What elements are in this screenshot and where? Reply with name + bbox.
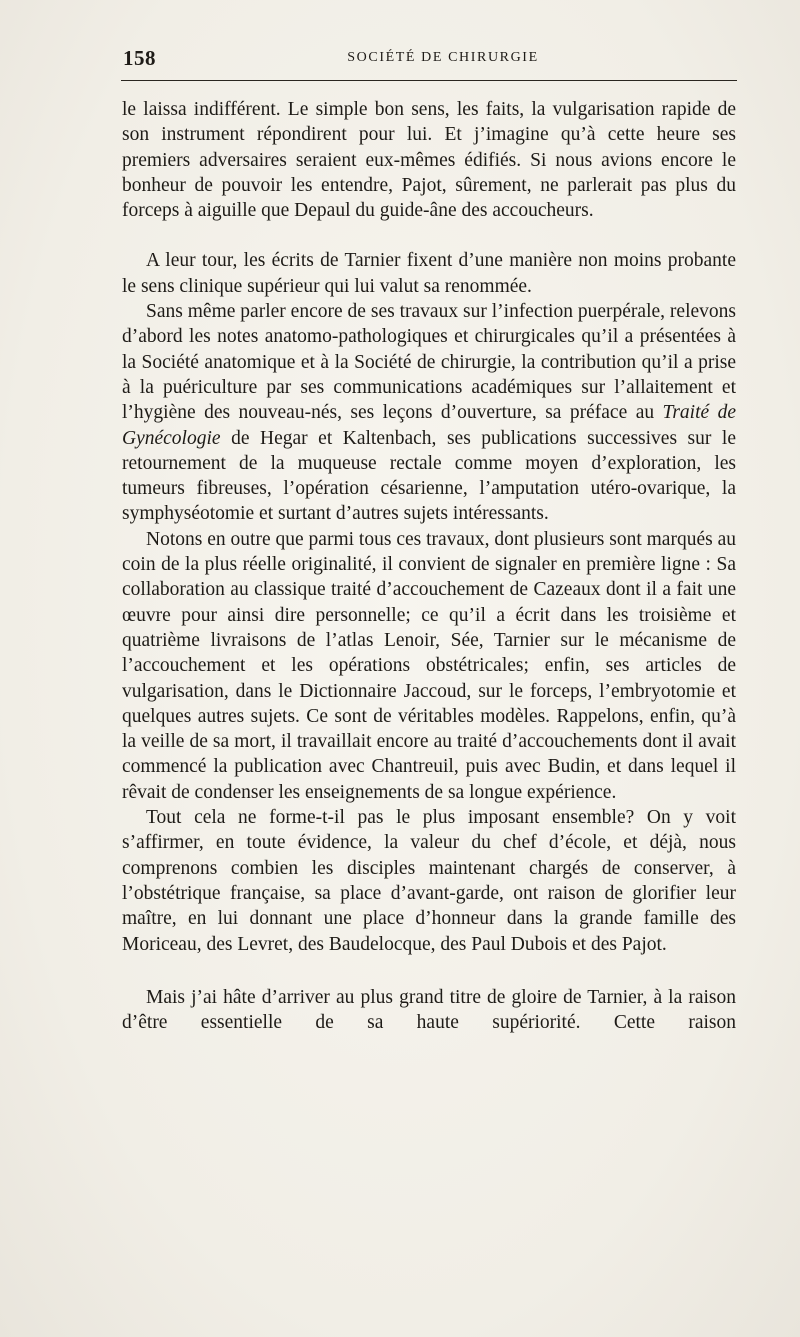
paragraph-spacer: [122, 223, 736, 248]
paragraph-3-text-before: Sans même parler encore de ses travaux sur l’infection puerpérale, relevons d’abord les notes anatomo-pathologiques et chirurgicales qu’il a présentées à la Société anatomique et à la Société de chirurgie, la contribution qu’il a prise à la puériculture par ses communications académiques sur l’allaitement et l’hygiène des nouveau-nés, ses leçons d’ouverture, sa préface au: [122, 301, 736, 424]
paragraph-2: A leur tour, les écrits de Tarnier fixent d’une manière non moins probante le sens clinique supérieur qui lui valut sa renommée.: [122, 250, 736, 297]
paragraph-4: Notons en outre que parmi tous ces travaux, dont plusieurs sont marqués au coin de la plus réelle originalité, il convient de signaler en première ligne : Sa collaboration au classique traité d’accouchement de Cazeaux dont il a fait une œuvre pour ainsi dire personnelle; ce qu’il a écrit dans les troisième et quatrième livraisons de l’atlas Lenoir, Sée, Tarnier sur le mécanisme de l’accouchement et les opérations obstétricales; enfin, ses articles de vulgarisation, dans le Dictionnaire Jaccoud, sur le forceps, l’embryotomie et quelques autres sujets. Ce sont de véritables modèles. Rappelons, enfin, qu’à la veille de sa mort, il travaillait encore au traité d’accouchements dont il avait commencé la publication avec Chantreuil, puis avec Budin, et dans lequel il rêvait de condenser les enseignements de sa longue expérience.: [122, 528, 736, 803]
paragraph-1: le laissa indifférent. Le simple bon sens, les faits, la vulgarisation rapide de son instrument répondirent pour lui. Et j’imagine qu’à cette heure ses premiers adversaires seraient eux-mêmes édifiés. Si nous avions encore le bonheur de pouvoir les entendre, Pajot, sûrement, ne parlerait pas plus du forceps à aiguille que Depaul du guide-âne des accoucheurs.: [122, 99, 736, 222]
page-header: [118, 40, 738, 74]
paragraph-3: [122, 299, 736, 527]
paragraph-6: Mais j’ai hâte d’arriver au plus grand titre de gloire de Tarnier, à la raison d’être essentielle de sa haute supériorité. Cette raison: [122, 986, 736, 1034]
body-text: [122, 97, 736, 1035]
paragraph-5: Tout cela ne forme-t-il pas le plus imposant ensemble? On y voit s’affirmer, en toute évidence, la valeur du chef d’école, et déjà, nous comprenons combien les disciples maintenant chargés de conserver, à l’obstétrique française, sa place d’avant-garde, ont raison de glorifier leur maître, en lui donnant une place d’honneur dans la grande famille des Moriceau, des Levret, des Baudelocque, des Paul Dubois et des Pajot.: [122, 807, 736, 955]
book-title-italic: Traité de Gynécologie: [122, 402, 736, 449]
header-rule: [121, 80, 737, 81]
paragraph-spacer: [122, 957, 736, 985]
running-title: SOCIÉTÉ DE CHIRURGIE: [347, 50, 539, 65]
paragraph-3-text-after: de Hegar et Kaltenbach, ses publications successives sur le retournement de la muqueuse rectale comme moyen d’exploration, les tumeurs fibreuses, l’opération césarienne, l’amputation utéro-ovarique, la symphyséotomie et surtant d’autres sujets intéressants.: [122, 427, 736, 525]
page-number: 158: [123, 46, 156, 70]
